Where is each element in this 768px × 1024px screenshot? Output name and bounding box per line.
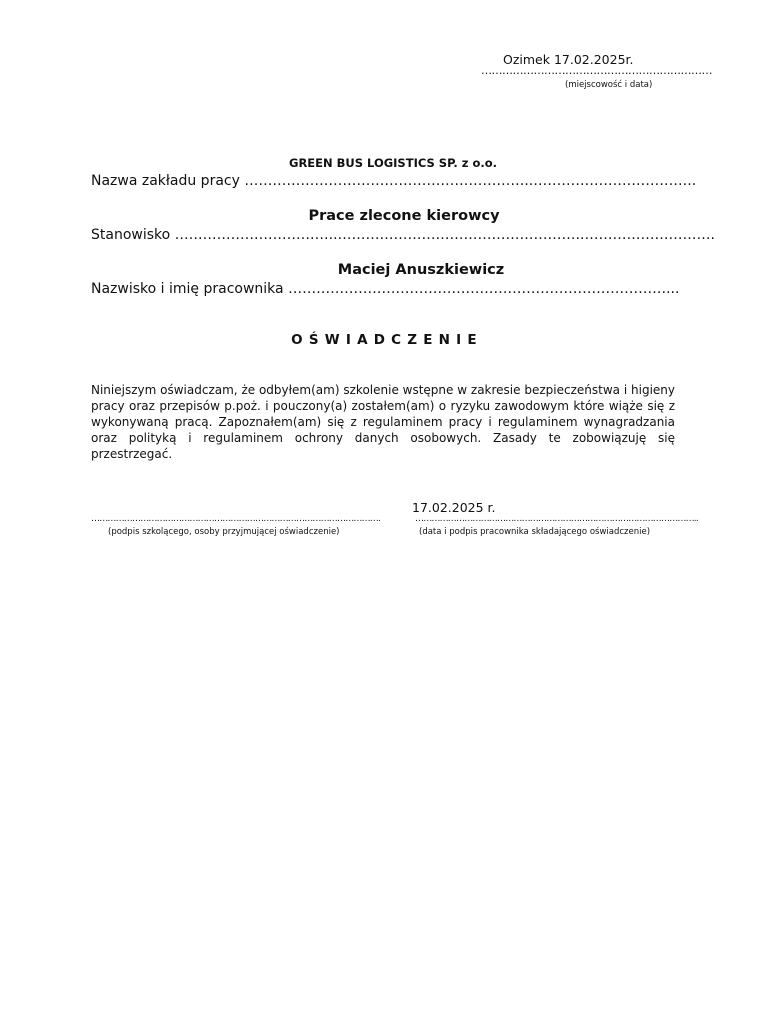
- employee-name-value: Maciej Anuszkiewicz: [337, 262, 505, 278]
- employee-signature-line: …………………………………………………………………………………………..: [415, 514, 698, 524]
- statement-paragraph: Niniejszym oświadczam, że odbyłem(am) szkolenie wstępne w zakresie bezpieczeństwa i higieny pracy oraz przepisów p.poż. i pouczony(a) zostałem(am) o ryzyku zawodowym które wiąże się z wykonywaną pracą. Zapoznałem(am) się z regulaminem pracy i regulaminem wynagradzania oraz polityką i regulaminem ochrony danych osobowych. Zasady te zobowiązuję się przestrzegać.: [91, 383, 675, 461]
- place-date-dotted-line: …………………………………………………………: [481, 64, 712, 77]
- signature-date: 17.02.2025 r.: [412, 500, 496, 515]
- employee-signature-caption: (data i podpis pracownika składającego oświadczenie): [419, 527, 651, 537]
- document-heading: OŚWIADCZENIE: [291, 332, 483, 348]
- place-date-caption: (miejscowość i data): [565, 80, 653, 90]
- company-name-label-line: Nazwa zakładu pracy ……………………………………………………..……………………………..: [91, 173, 697, 189]
- employee-name-label-line: Nazwisko i imię pracownika ………………………………………………………………………...: [91, 281, 680, 297]
- place-date: Ozimek 17.02.2025r.: [503, 52, 634, 67]
- position-value: Prace zlecone kierowcy: [308, 208, 500, 224]
- company-name-value: GREEN BUS LOGISTICS SP. z o.o.: [289, 156, 497, 170]
- trainer-signature-line: …………………………………………………………………………………………….: [91, 514, 381, 524]
- trainer-signature-caption: (podpis szkolącego, osoby przyjmującej oświadczenie): [108, 527, 340, 537]
- position-label-line: Stanowisko ……………………………..……………………………………………..……………………….: [91, 227, 715, 243]
